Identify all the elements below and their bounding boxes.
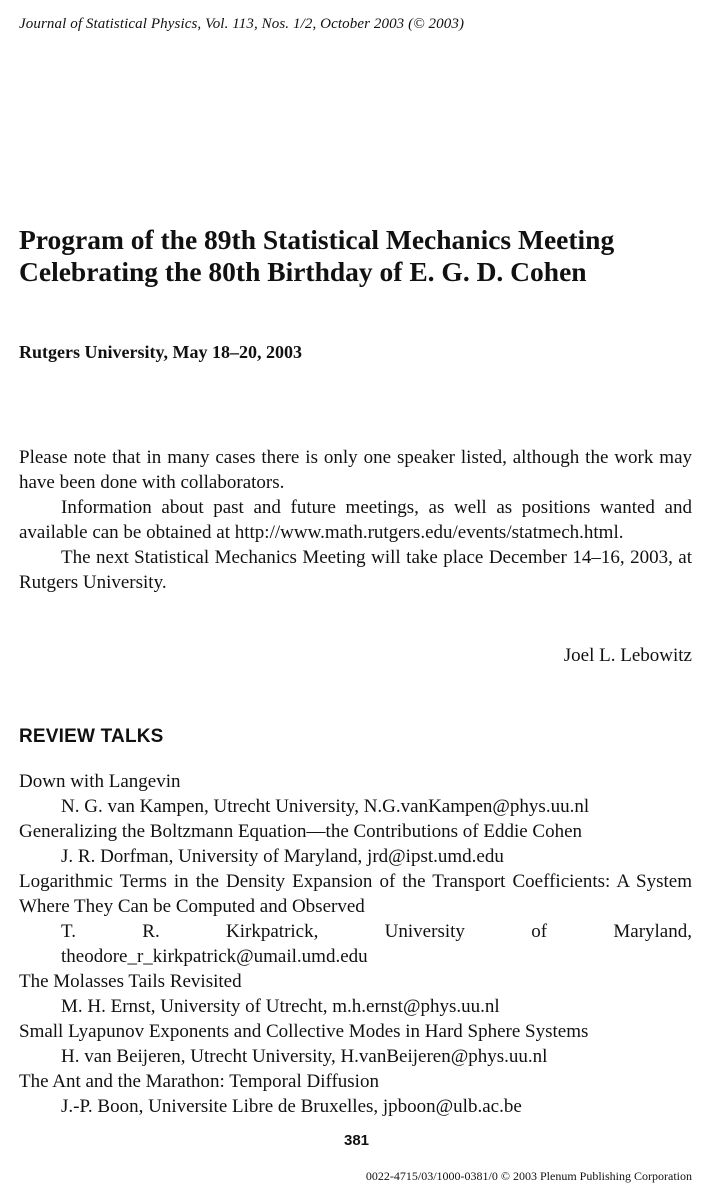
- meeting-location-date: Rutgers University, May 18–20, 2003: [19, 342, 302, 362]
- page-number: 381: [343, 1132, 370, 1149]
- talk-item: [19, 819, 692, 869]
- talk-speaker: N. G. van Kampen, Utrecht University, N.G.vanKampen@phys.uu.nl: [61, 796, 590, 817]
- section-heading: REVIEW TALKS: [19, 726, 164, 747]
- talk-item: [19, 1019, 692, 1069]
- title-line-2: Celebrating the 80th Birthday of E. G. D. Cohen: [19, 256, 587, 287]
- talk-item: [19, 769, 692, 819]
- talk-title: Generalizing the Boltzmann Equation—the Contributions of Eddie Cohen: [19, 821, 583, 842]
- intro-paragraph-3: The next Statistical Mechanics Meeting will take place December 14–16, 2003, at Rutgers University.: [19, 547, 692, 593]
- intro-paragraph-2: Information about past and future meetings, as well as positions wanted and available can be obtained at http://www.math.rutgers.edu/events/statmech.html.: [19, 497, 692, 543]
- talk-title: Logarithmic Terms in the Density Expansion of the Transport Coefficients: A System Where They Can be Computed and Observed: [19, 871, 692, 917]
- talk-title: The Molasses Tails Revisited: [19, 971, 242, 992]
- talk-list: [19, 769, 692, 1119]
- talk-title: Small Lyapunov Exponents and Collective Modes in Hard Sphere Systems: [19, 1021, 589, 1042]
- talk-speaker: T. R. Kirkpatrick, University of Maryland, theodore_r_kirkpatrick@umail.umd.edu: [61, 921, 692, 967]
- talk-item: [19, 1069, 692, 1119]
- talk-speaker: J.-P. Boon, Universite Libre de Bruxelles, jpboon@ulb.ac.be: [61, 1096, 522, 1117]
- intro-paragraph-1: Please note that in many cases there is only one speaker listed, although the work may have been done with collaborators.: [19, 447, 692, 493]
- copyright-line: 0022-4715/03/1000-0381/0 © 2003 Plenum Publishing Corporation: [365, 1169, 692, 1183]
- talk-speaker: J. R. Dorfman, University of Maryland, jrd@ipst.umd.edu: [61, 846, 504, 867]
- talk-title: Down with Langevin: [19, 771, 181, 792]
- article-title: [19, 224, 699, 288]
- journal-header: Journal of Statistical Physics, Vol. 113, Nos. 1/2, October 2003 (© 2003): [19, 16, 465, 32]
- title-line-1: Program of the 89th Statistical Mechanics Meeting: [19, 224, 615, 255]
- intro-text: [19, 445, 692, 595]
- talk-speaker: H. van Beijeren, Utrecht University, H.vanBeijeren@phys.uu.nl: [61, 1046, 548, 1067]
- talk-speaker: M. H. Ernst, University of Utrecht, m.h.ernst@phys.uu.nl: [61, 996, 500, 1017]
- signature: Joel L. Lebowitz: [563, 645, 692, 666]
- talk-title: The Ant and the Marathon: Temporal Diffusion: [19, 1071, 379, 1092]
- talk-item: [19, 869, 692, 969]
- talk-item: [19, 969, 692, 1019]
